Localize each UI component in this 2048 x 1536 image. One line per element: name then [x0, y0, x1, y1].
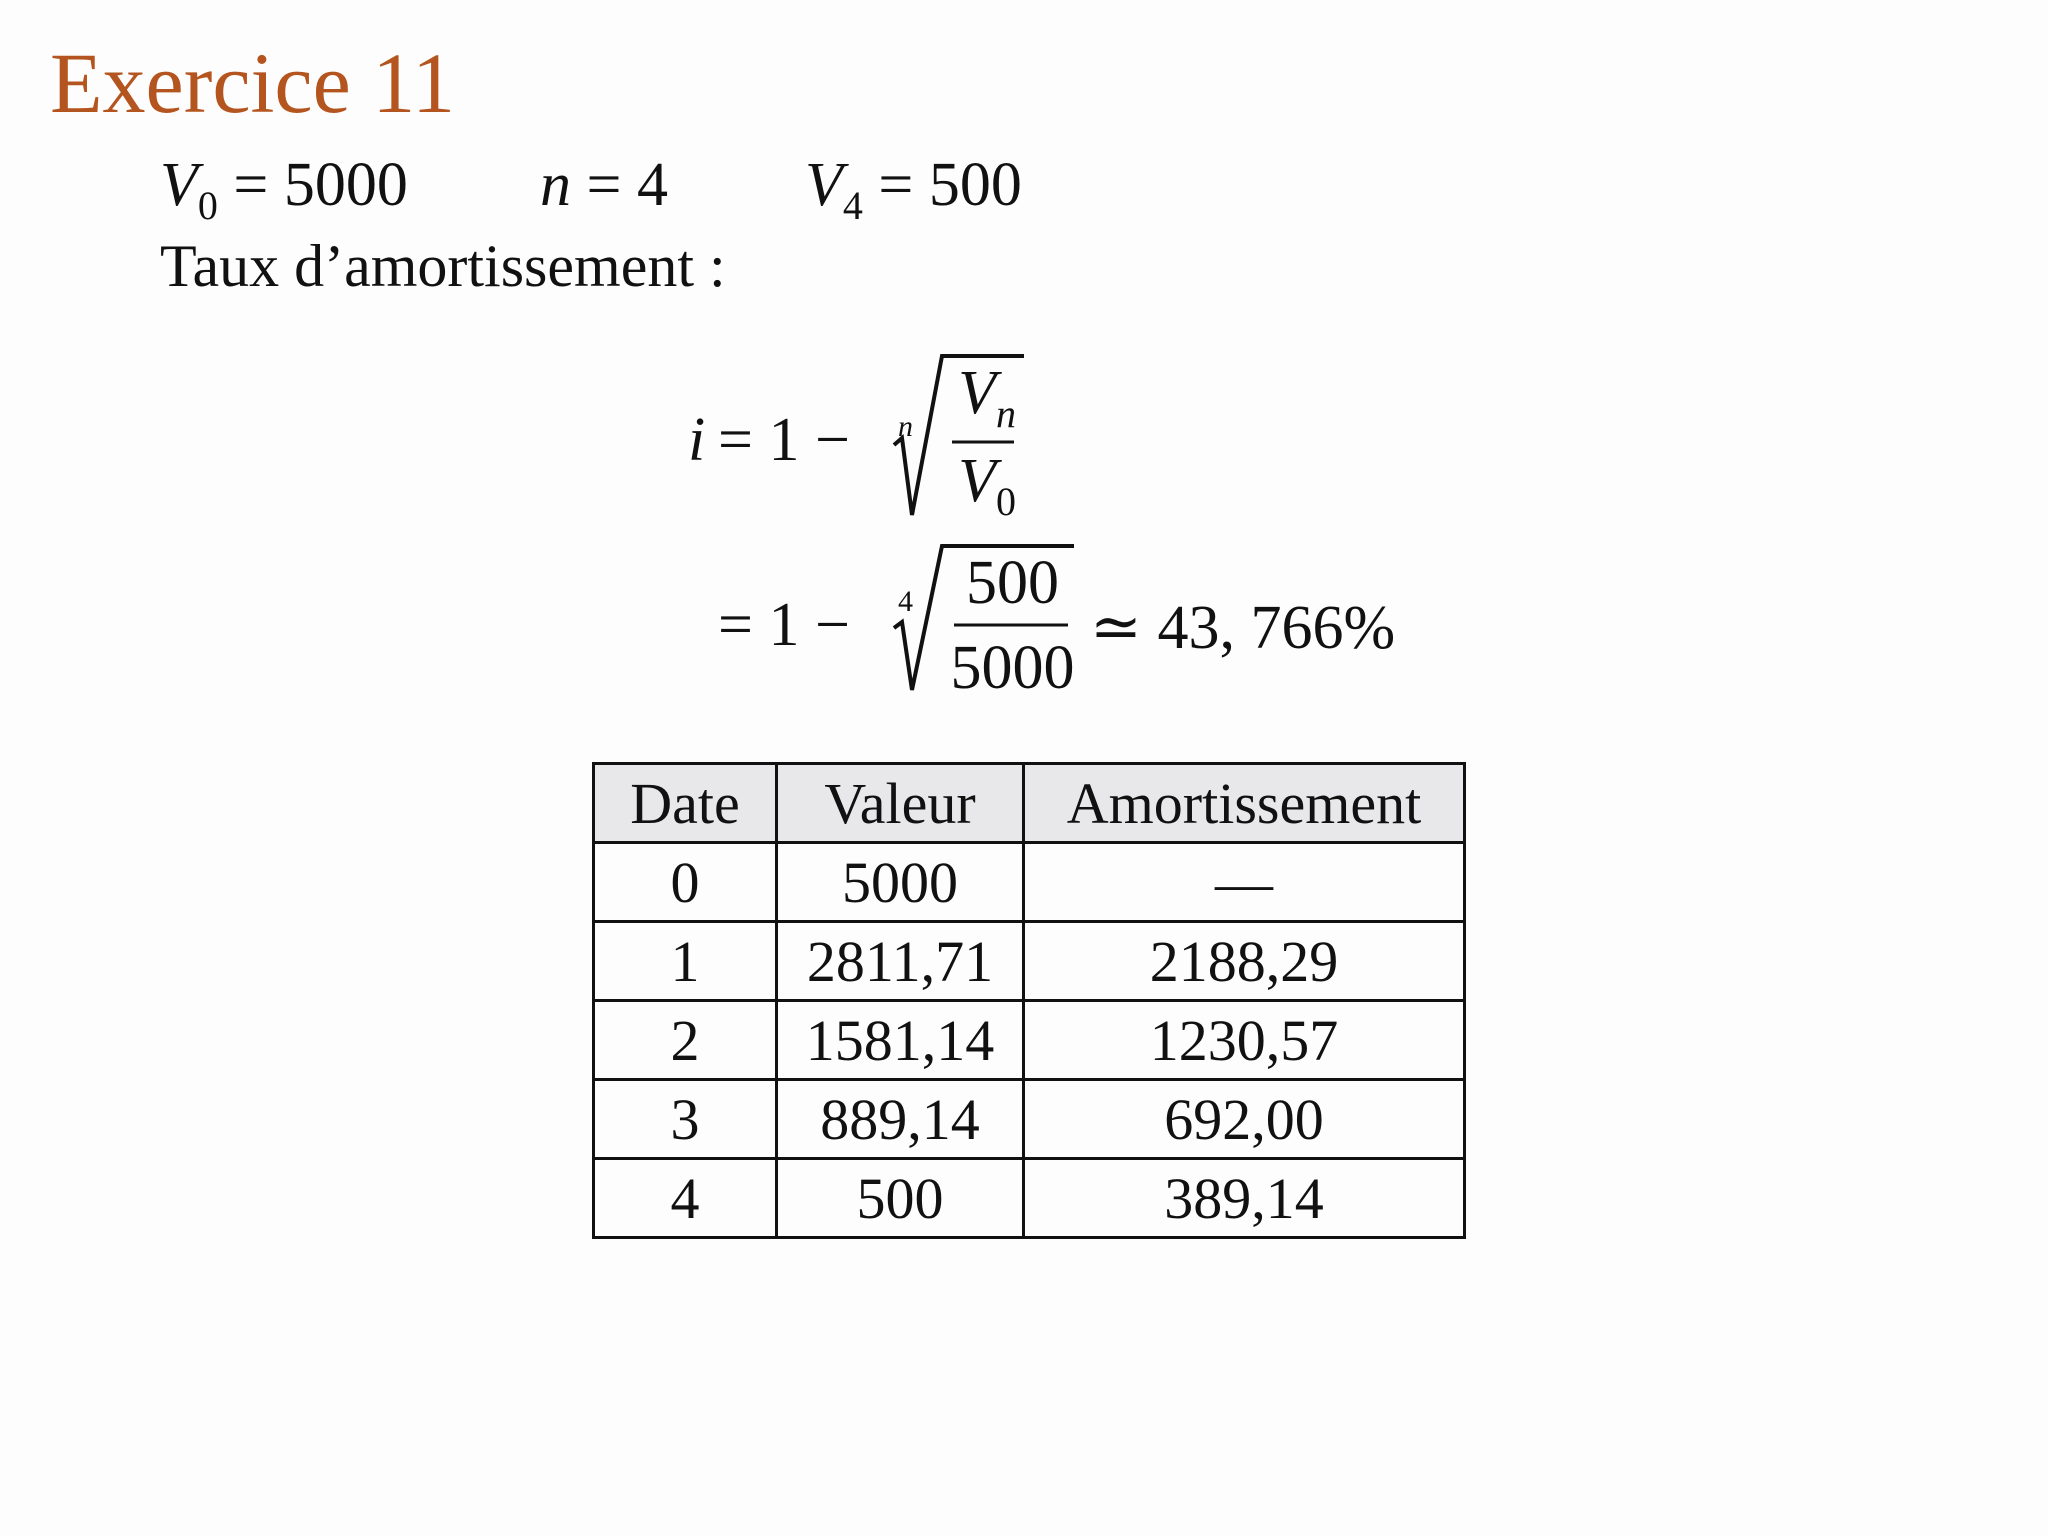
formula-lhs: i [688, 406, 706, 474]
fraction-numerator-numeric: 500 [966, 549, 1059, 617]
given-n [540, 150, 668, 221]
cell-value: 1581,14 [777, 1001, 1024, 1080]
root-index-4: 4 [898, 585, 913, 618]
table-row [594, 1001, 1465, 1080]
formula-eq-2: = 1 − [718, 591, 850, 659]
given-subscript: 0 [197, 183, 218, 228]
section-label: Taux d’amortissement : [160, 233, 726, 299]
cell-amortization: 1230,57 [1024, 1001, 1465, 1080]
fraction-denominator-general: $V_0$ [958, 447, 1016, 524]
column-header-value: Valeur [777, 764, 1024, 843]
cell-date: 4 [594, 1159, 777, 1238]
table-header-row [594, 764, 1465, 843]
given-v4 [805, 150, 1022, 229]
formula-eq-1: = 1 − [718, 406, 850, 474]
column-header-amortization: Amortissement [1024, 764, 1465, 843]
cell-date: 1 [594, 922, 777, 1001]
cell-date: 2 [594, 1001, 777, 1080]
formula-approx-result: ≃ 43, 766% [1090, 594, 1396, 662]
fraction-numerator-general: $V_n$ [958, 359, 1016, 436]
table-row [594, 922, 1465, 1001]
given-v0 [160, 150, 408, 229]
cell-amortization: — [1024, 843, 1465, 922]
given-symbol: n [540, 151, 571, 219]
given-equation: = 4 [586, 151, 668, 219]
root-index-n: n [898, 410, 913, 443]
table-row [594, 843, 1465, 922]
cell-amortization: 2188,29 [1024, 922, 1465, 1001]
given-equation: = 5000 [233, 151, 408, 219]
given-symbol: V [805, 151, 843, 219]
page-title: Exercice 11 [50, 35, 456, 131]
amortization-table [592, 762, 1466, 1239]
cell-date: 3 [594, 1080, 777, 1159]
table-row [594, 1080, 1465, 1159]
cell-amortization: 692,00 [1024, 1080, 1465, 1159]
given-symbol: V [160, 151, 198, 219]
cell-value: 2811,71 [777, 922, 1024, 1001]
column-header-date: Date [594, 764, 777, 843]
cell-value: 5000 [777, 843, 1024, 922]
table-row [594, 1159, 1465, 1238]
cell-value: 889,14 [777, 1080, 1024, 1159]
cell-amortization: 389,14 [1024, 1159, 1465, 1238]
cell-value: 500 [777, 1159, 1024, 1238]
given-equation: = 500 [878, 151, 1022, 219]
given-subscript: 4 [842, 183, 863, 228]
fraction-denominator-numeric: 5000 [950, 634, 1075, 702]
cell-date: 0 [594, 843, 777, 922]
